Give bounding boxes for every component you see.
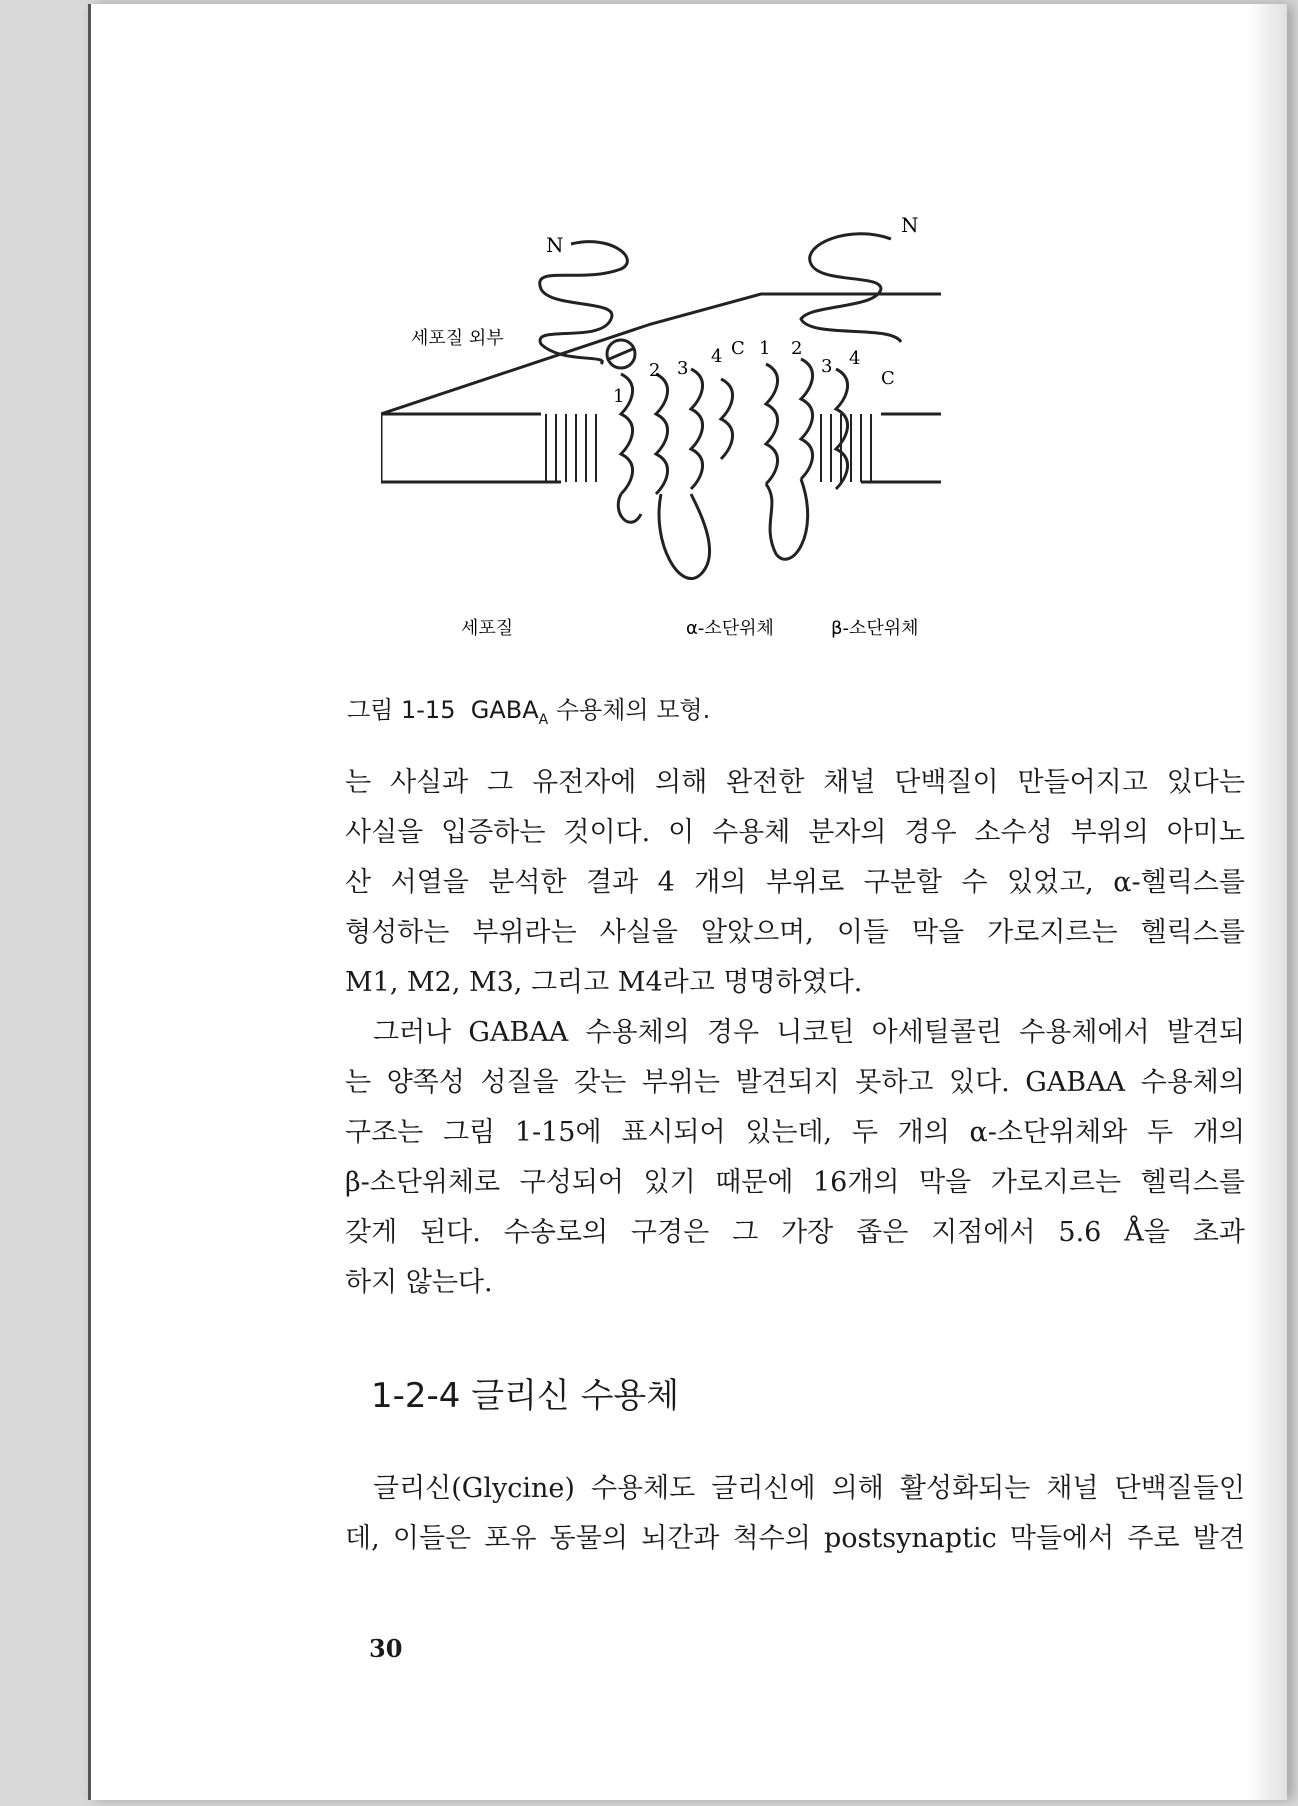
text-line (345, 758, 1245, 808)
word: 것이다. (563, 817, 651, 848)
word: 좁은 (856, 1217, 909, 1248)
word: 부위라는 (472, 917, 577, 948)
word: 발견 (1192, 1523, 1245, 1554)
word: 알았으며, (700, 917, 814, 948)
word: 4 (657, 867, 675, 898)
figure-label-inside: 세포질 (461, 618, 514, 639)
word: 개의 (694, 867, 747, 898)
word: 이 (668, 817, 695, 848)
word: 형성하는 (345, 917, 450, 948)
figure-label-beta: β-소단위체 (831, 618, 919, 639)
word: 완전한 (726, 767, 805, 798)
caption-text-pre: GABA (470, 696, 539, 724)
word: 뇌간과 (641, 1523, 720, 1554)
word: 그림 (442, 1117, 496, 1148)
text-line: M1, M2, M3, 그리고 M4라고 명명하였다. (345, 967, 863, 998)
text-line (345, 1108, 1245, 1158)
word: postsynaptic (823, 1523, 997, 1554)
word: 서열을 (390, 867, 469, 898)
word: 개의 (1192, 1117, 1245, 1148)
text-line (345, 1008, 1245, 1058)
word: 수용체의 (1140, 1067, 1245, 1098)
word: 부위로 (765, 867, 845, 898)
helix-number: 3 (821, 356, 833, 377)
word: 가로지르는 (990, 1167, 1122, 1198)
helix-number: C (731, 338, 745, 359)
figure-label-outside: 세포질 외부 (411, 328, 504, 349)
helix-number: 4 (711, 346, 723, 367)
paragraph-2 (345, 1008, 1245, 1308)
word: 수 (961, 867, 988, 898)
page-edge-shadow (1247, 4, 1287, 1800)
word: 표시되어 (621, 1117, 726, 1148)
helix-number: 3 (677, 358, 689, 379)
page-number: 30 (369, 1634, 403, 1663)
word: 사실을 (345, 817, 424, 848)
word: 이들 (836, 917, 889, 948)
text-line (345, 1058, 1245, 1108)
word: 부위의 (1070, 817, 1149, 848)
word: 가장 (781, 1217, 834, 1248)
text-line (345, 1158, 1245, 1208)
caption-text-post: 수용체의 모형. (548, 696, 711, 724)
word: 지점에서 (931, 1217, 1036, 1248)
word: 부위는 (641, 1067, 720, 1098)
word: 글리신(Glycine) (373, 1473, 575, 1504)
word: 채널 (823, 767, 876, 798)
word: 막을 (912, 917, 965, 948)
book-page (88, 4, 1287, 1800)
text-line (345, 808, 1245, 858)
word: GABAA (468, 1017, 569, 1048)
word: 헬릭스를 (1140, 917, 1245, 948)
word: 가로지르는 (987, 917, 1118, 948)
word: 결과 (586, 867, 639, 898)
helix-number: 4 (849, 348, 861, 369)
word: 막을 (919, 1167, 972, 1198)
word: 글리신에 (711, 1473, 816, 1504)
word: 의해 (655, 767, 708, 798)
word: 1-15에 (514, 1117, 602, 1148)
word: 경우 (904, 817, 957, 848)
gaba-receptor-figure (381, 214, 1141, 654)
helix-number: 1 (759, 338, 771, 359)
word: 분자의 (808, 817, 887, 848)
word: 있는데, (745, 1117, 833, 1148)
word: 동물의 (549, 1523, 628, 1554)
word: 16개의 (812, 1167, 900, 1198)
paragraph-3 (345, 1464, 1245, 1564)
word: 데, (345, 1523, 380, 1554)
word: 유전자에 (531, 767, 637, 798)
word: 분석한 (488, 867, 567, 898)
word: 있다. (948, 1067, 1010, 1098)
word: 때문에 (715, 1167, 794, 1198)
helix-number: 2 (649, 360, 661, 381)
word: 있다는 (1166, 767, 1245, 798)
receptor-diagram (381, 214, 1141, 654)
helix-number: 2 (791, 338, 803, 359)
word: 헬릭스를 (1140, 1167, 1245, 1198)
word: 그 (487, 767, 514, 798)
text-line (345, 1514, 1245, 1564)
word: Å을 (1124, 1217, 1170, 1248)
word: 구경은 (630, 1217, 710, 1248)
word: 사실과 (389, 767, 469, 798)
word: 그러나 (373, 1017, 452, 1048)
caption-number: 그림 1-15 (347, 696, 456, 724)
word: 주로 (1127, 1523, 1180, 1554)
figure-label-alpha: α-소단위체 (686, 618, 774, 639)
word: 이들은 (392, 1523, 472, 1554)
word: α-헬릭스를 (1113, 867, 1245, 898)
paragraph-1 (345, 758, 1245, 1008)
word: 산 (345, 867, 372, 898)
word: 된다. (420, 1217, 481, 1248)
figure-caption (347, 690, 710, 728)
word: 5.6 (1058, 1217, 1102, 1248)
word: 초과 (1192, 1217, 1245, 1248)
word: 의해 (831, 1473, 884, 1504)
text-line (345, 1208, 1245, 1258)
word: 구성되어 (519, 1167, 624, 1198)
word: 입증하는 (441, 817, 546, 848)
text-line (345, 908, 1245, 958)
word: 두 (1147, 1117, 1174, 1148)
word: 소수성 (974, 817, 1053, 848)
word: 갖는 (574, 1067, 627, 1098)
word: 만들어지고 (1017, 767, 1148, 798)
word: 구조는 (345, 1117, 424, 1148)
word: 니코틴 (776, 1017, 855, 1048)
word: 아세틸콜린 (871, 1017, 1003, 1048)
word: 두 (851, 1117, 878, 1148)
word: 척수의 (732, 1523, 811, 1554)
word: 개의 (897, 1117, 950, 1148)
text-line (345, 1464, 1245, 1514)
text-line: 하지 않는다. (345, 1267, 493, 1298)
word: 양쪽성 (386, 1067, 465, 1098)
word: 단백질이 (894, 767, 999, 798)
word: 활성화되는 (899, 1473, 1031, 1504)
word: 있었고, (1006, 867, 1094, 898)
word: 구분할 (863, 867, 942, 898)
figure-label-n-right: N (901, 214, 919, 237)
helix-number: 1 (613, 386, 625, 407)
word: 수용체 (712, 817, 791, 848)
word: GABAA (1025, 1067, 1126, 1098)
word: 단백질들인 (1114, 1473, 1245, 1504)
word: 수용체도 (590, 1473, 696, 1504)
word: 는 (345, 1067, 372, 1098)
word: 그 (732, 1217, 759, 1248)
word: 는 (345, 767, 372, 798)
word: 수용체에서 (1019, 1017, 1150, 1048)
word: 수용체의 (585, 1017, 690, 1048)
word: 포유 (484, 1523, 537, 1554)
helix-number: C (881, 368, 895, 389)
word: 수송로의 (503, 1217, 609, 1248)
word: 막들에서 (1009, 1523, 1115, 1554)
word: 있기 (643, 1167, 696, 1198)
word: 경우 (706, 1017, 760, 1048)
word: 성질을 (480, 1067, 559, 1098)
word: α-소단위체와 (969, 1117, 1128, 1148)
word: 못하고 (855, 1067, 934, 1098)
word: 발견되 (1166, 1017, 1245, 1048)
word: 사실을 (599, 917, 678, 948)
word: 발견되지 (735, 1067, 840, 1098)
section-heading: 1-2-4 글리신 수용체 (371, 1376, 680, 1416)
text-line (345, 858, 1245, 908)
word: 아미노 (1166, 817, 1245, 848)
caption-text-sub: A (538, 711, 549, 728)
word: 갖게 (345, 1217, 398, 1248)
word: β-소단위체로 (345, 1167, 501, 1198)
figure-label-n-left: N (546, 233, 564, 257)
word: 채널 (1046, 1473, 1099, 1504)
